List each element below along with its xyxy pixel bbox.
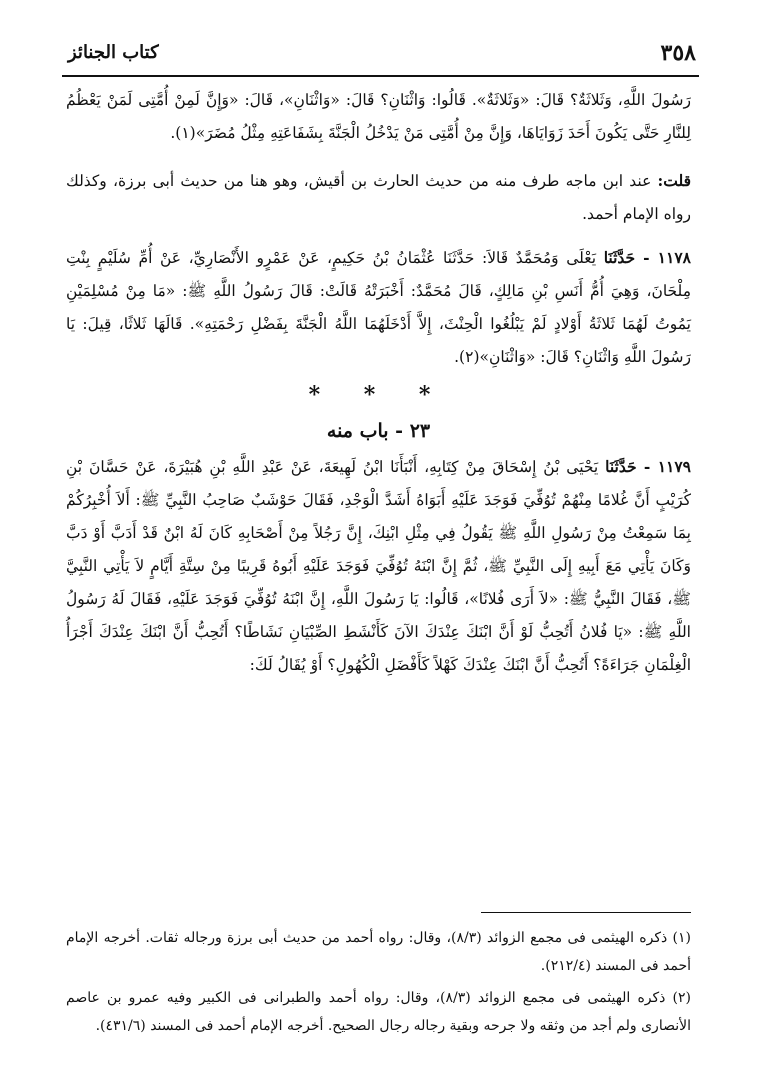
main-text (66, 84, 691, 682)
hadith-1178-number: ١١٧٨ - حَدَّثَنَا (603, 248, 691, 267)
paragraph-commentary (66, 164, 691, 231)
hadith-1178 (66, 241, 691, 374)
hadith-1179 (66, 450, 691, 682)
page-number: ٣٥٨ (660, 40, 696, 66)
footnote-1: (١) ذكره الهيثمى فى مجمع الزوائد (٨/٣)، وقال: رواه أحمد من حديث أبى برزة ورجاله ثقات. أخرجه الإمام أحمد فى المسند (٢١٢/٤). (66, 930, 692, 974)
paragraph-continued-hadith: رَسُولَ اللَّهِ، وَثَلاثَةٌ؟ قَالَ: «وَثَلاثَةٌ». قَالُوا: وَاثْنَانِ؟ قَالَ: «وَاثْنَانِ»، قَالَ: «وَإِنَّ لَمِنْ أُمَّتِى لَمَنْ يَعْظُمُ لِلنَّارِ حَتَّى يَكُونَ أَحَدَ زَوَايَاهَا، وَإِنَّ مِنْ أُمَّتِى مَنْ يَدْخُلُ الْجَنَّةَ بِشَفَاعَتِهِ مِثْلُ مُضَرَ»(١). (66, 91, 691, 142)
section-separator: * * * (308, 382, 449, 408)
hadith-1178-text: يَعْلَى وَمُحَمَّدٌ قَالاَ: حَدَّثَنَا عُثْمَانُ بْنُ حَكِيمٍ، عَنْ عَمْرٍو الأَنْصَارِيِّ، عَنْ أُمِّ سُلَيْمٍ بِنْتِ مِلْحَانَ، وَهِيَ أُمُّ أَنَسِ بْنِ مَالِكٍ، قَالَ مُحَمَّدٌ: أَخْبَرَتْهُ قَالَتْ: قَالَ رَسُولُ اللَّهِ ﷺ: «مَا مِنْ مُسْلِمَيْنِ يَمُوتُ لَهُمَا ثَلاثَةُ أَوْلادٍ لَمْ يَبْلُغُوا الْحِنْثَ، إِلاَّ أَدْخَلَهُمَا اللَّهُ الْجَنَّةَ بِفَضْلِ رَحْمَتِهِ». قَالَهَا ثَلاثًا، قِيلَ: يَا رَسُولَ اللَّهِ وَاثْنَانِ؟ قَالَ: «وَاثْنَانِ»(٢). (66, 249, 691, 366)
commentary-text: عند ابن ماجه طرف منه من حديث الحارث بن أقيش، وهو هنا من حديث أبى برزة، وكذلك رواه الإمام أحمد. (66, 172, 691, 223)
footnote-rule (481, 912, 691, 913)
book-title: كتاب الجنائز (68, 42, 159, 63)
footnotes (66, 924, 691, 1044)
hadith-1179-text: يَحْيَى بْنُ إِسْحَاقَ مِنْ كِتَابِهِ، أَنْبَأَنَا ابْنُ لَهِيعَةَ، عَنْ عَبْدِ اللَّهِ بْنِ هُبَيْرَةَ، عَنْ حَسَّانَ بْنِ كُرَيْبٍ أَنَّ غُلامًا مِنْهُمْ تُوُفِّيَ فَوَجَدَ عَلَيْهِ أَبَوَاهُ أَشَدَّ الْوَجْدِ، فَقَالَ حَوْشَبٌ صَاحِبُ النَّبِيِّ ﷺ: أَلاَ أُخْبِرُكُمْ بِمَا سَمِعْتُ مِنْ رَسُولِ اللَّهِ ﷺ يَقُولُ فِي مِثْلِ ابْنِكَ، إِنَّ رَجُلاً مِنْ أَصْحَابِهِ كَانَ لَهُ ابْنٌ قَدْ أَدَبَّ أَوْ دَبَّ وَكَانَ يَأْتِي مَعَ أَبِيهِ إِلَى النَّبِيِّ ﷺ، ثُمَّ إِنَّ ابْنَهُ تُوُفِّيَ فَوَجَدَ عَلَيْهِ أَبُوهُ قَرِيبًا مِنْ سِتَّةِ أَيَّامٍ لاَ يَأْتِي النَّبِيَّ ﷺ، فَقَالَ النَّبِيُّ ﷺ: «لاَ أَرَى فُلانًا»، قَالُوا: يَا رَسُولَ اللَّهِ، إِنَّ ابْنَهُ تُوُفِّيَ فَوَجَدَ عَلَيْهِ، فَقَالَ لَهُ رَسُولُ اللَّهِ ﷺ: «يَا فُلانُ أَتُحِبُّ لَوْ أَنَّ ابْنَكَ عِنْدَكَ الآنَ كَأَنْشَطِ الصِّبْيَانِ نَشَاطًا؟ أَتُحِبُّ أَنَّ ابْنَكَ عِنْدَكَ أَجْرَأُ الْغِلْمَانِ جَرَاءَةً؟ أَتُحِبُّ أَنَّ ابْنَكَ عِنْدَكَ كَهْلاً كَأَفْضَلِ الْكُهُولِ؟ أَوْ يُقَالُ لَكَ: (66, 458, 691, 674)
commentary-label: قلت: (657, 171, 691, 190)
footnote-2: (٢) ذكره الهيثمى فى مجمع الزوائد (٨/٣)، وقال: رواه أحمد والطبرانى فى الكبير وفيه عمرو بن عاصم الأنصارى ولم أجد من وثقه ولا جرحه وبقية رجاله رجال الصحيح. أخرجه الإمام أحمد فى المسند (٤٣١/٦). (66, 990, 692, 1034)
hadith-1179-number: ١١٧٩ - حَدَّثَنَا (605, 457, 691, 476)
chapter-title: ٢٣ - باب منه (326, 420, 431, 442)
page-header (68, 40, 696, 70)
header-rule (62, 75, 699, 77)
